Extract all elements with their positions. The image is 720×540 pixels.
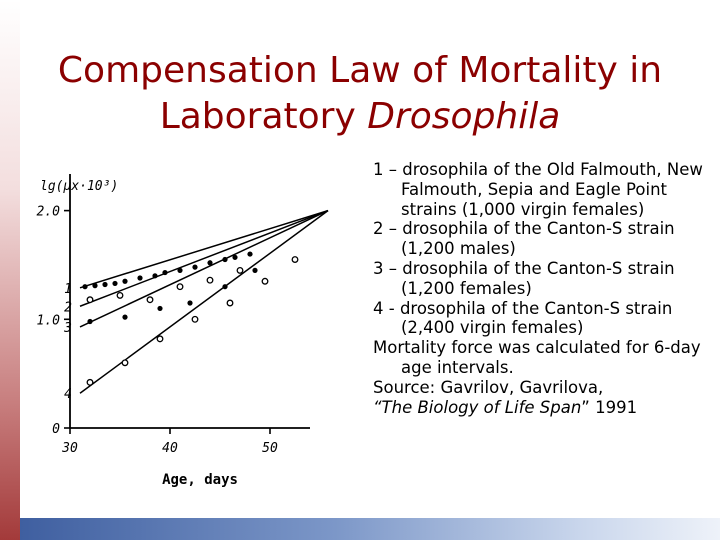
data-point-series-4 bbox=[292, 257, 298, 263]
data-point-series-1 bbox=[92, 283, 97, 288]
data-point-series-2 bbox=[87, 297, 93, 303]
data-point-series-3 bbox=[157, 306, 162, 311]
bottom-decor-bar bbox=[20, 518, 720, 540]
title-line-2 bbox=[40, 94, 680, 140]
data-point-series-3 bbox=[87, 319, 92, 324]
data-point-series-2 bbox=[177, 284, 183, 290]
note-series-4: 4 - drosophila of the Canton-S strain (2,400 virgin females) bbox=[373, 298, 673, 338]
title-line-2-italic: Drosophila bbox=[367, 96, 561, 137]
note-method: Mortality force was calculated for 6-day age intervals. bbox=[373, 338, 701, 377]
data-point-series-3 bbox=[252, 268, 257, 273]
data-point-series-1 bbox=[82, 284, 87, 289]
data-point-series-4 bbox=[157, 336, 163, 342]
x-tick-label: 40 bbox=[162, 441, 178, 456]
data-point-series-4 bbox=[227, 300, 233, 306]
note-series-3: 3 – drosophila of the Canton-S strain (1,200 females) bbox=[373, 258, 675, 298]
left-decor-bar bbox=[0, 0, 20, 540]
note-citation bbox=[373, 398, 713, 418]
note-series-1: 1 – drosophila of the Old Falmouth, New Falmouth, Sepia and Eagle Point strains (1,000 virgin females) bbox=[373, 160, 703, 219]
series-label-1: 1 bbox=[64, 281, 72, 297]
data-point-series-4 bbox=[192, 317, 198, 323]
fit-line-series-1 bbox=[80, 211, 328, 288]
x-tick-label: 30 bbox=[62, 441, 78, 456]
citation-year: ” 1991 bbox=[581, 397, 638, 417]
citation-title: “The Biology of Life Span bbox=[373, 397, 582, 417]
note-series-2: 2 – drosophila of the Canton-S strain (1,200 males) bbox=[373, 219, 675, 259]
title-line-1: Compensation Law of Mortality in bbox=[57, 50, 663, 91]
fit-line-series-4 bbox=[80, 211, 328, 394]
data-point-series-1 bbox=[192, 265, 197, 270]
notes-panel bbox=[373, 160, 713, 417]
data-point-series-4 bbox=[122, 360, 128, 366]
mortality-chart bbox=[30, 160, 350, 500]
series-label-2: 2 bbox=[64, 300, 72, 316]
data-point-series-2 bbox=[207, 277, 213, 283]
y-tick-label: 0 bbox=[52, 422, 60, 437]
x-tick-label: 50 bbox=[262, 441, 278, 456]
data-point-series-4 bbox=[262, 278, 268, 284]
data-point-series-1 bbox=[112, 281, 117, 286]
y-tick-label: 2.0 bbox=[36, 204, 60, 220]
data-point-series-1 bbox=[122, 279, 127, 284]
slide-title bbox=[40, 48, 680, 140]
title-line-2-plain: Laboratory bbox=[159, 96, 368, 137]
y-tick-label: 1.0 bbox=[36, 313, 60, 329]
data-point-series-1 bbox=[137, 275, 142, 280]
fit-line-series-3 bbox=[80, 211, 328, 327]
note-source: Source: Gavrilov, Gavrilova, bbox=[373, 377, 604, 397]
data-point-series-1 bbox=[247, 251, 252, 256]
fit-line-series-2 bbox=[80, 211, 328, 307]
series-label-3: 3 bbox=[64, 320, 72, 336]
data-point-series-2 bbox=[147, 297, 153, 303]
data-point-series-2 bbox=[117, 293, 123, 299]
x-axis-title: Age, days bbox=[162, 472, 238, 488]
y-axis-title: lg(μx·10³) bbox=[40, 179, 119, 194]
data-point-series-3 bbox=[122, 315, 127, 320]
data-point-series-2 bbox=[237, 268, 243, 274]
series-label-4: 4 bbox=[64, 387, 72, 403]
data-point-series-1 bbox=[102, 282, 107, 287]
data-point-series-4 bbox=[87, 380, 93, 386]
data-point-series-3 bbox=[187, 300, 192, 305]
